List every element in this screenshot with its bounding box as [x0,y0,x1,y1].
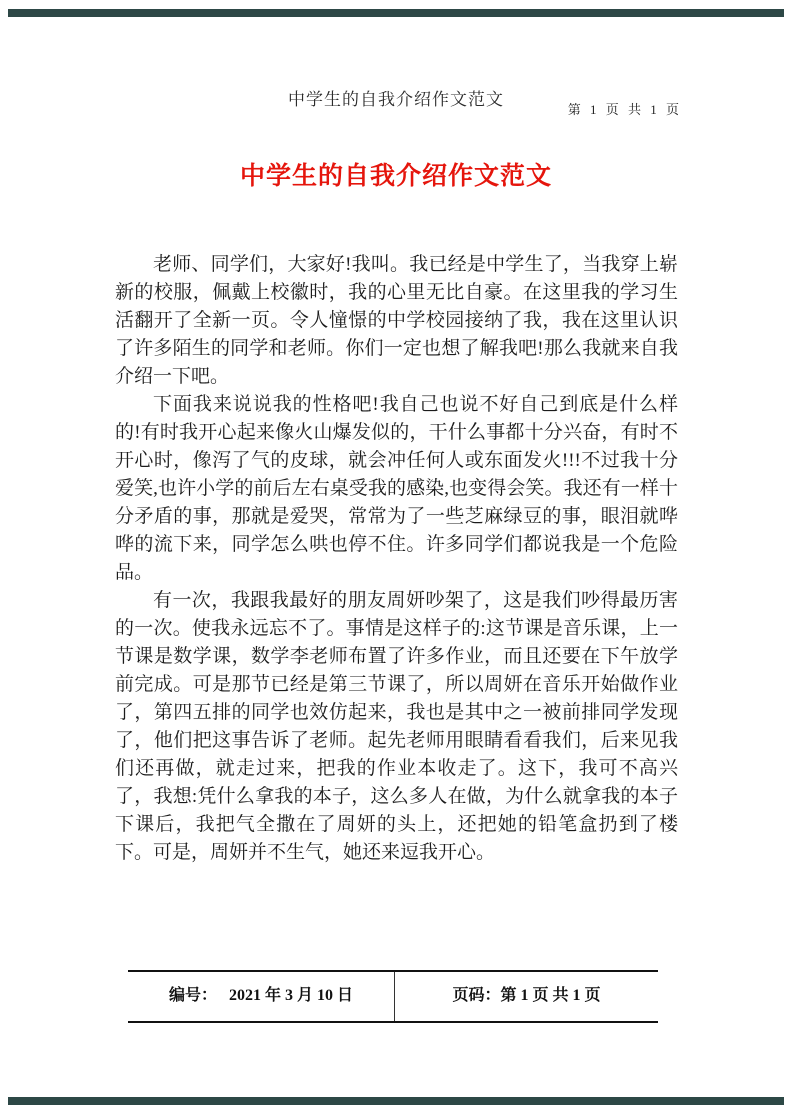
header-doc-title: 中学生的自我介绍作文范文 [288,90,504,109]
footer-number-label: 编号： [168,987,217,1004]
paragraph-1: 老师、同学们，大家好!我叫。我已经是中学生了，当我穿上崭新的校服，佩戴上校徽时，我的心里无比自豪。在这里我的学习生活翻开了全新一页。令人憧憬的中学校园接纳了我，我在这里认识了许多陌生的同学和老师。你们一定也想了解我吧!那么我就来自我介绍一下吧。 [115,254,678,387]
essay-body [115,251,678,867]
paragraph-3: 有一次，我跟我最好的朋友周妍吵架了，这是我们吵得最历害的一次。使我永远忘不了。事情是这样子的:这节课是音乐课，上一节课是数学课，数学李老师布置了许多作业，而且还要在下午放学前完成。可是那节已经是第三节课了，所以周妍在音乐开始做作业了，第四五排的同学也效仿起来，我也是其中之一被前排同学发现了，他们把这事告诉了老师。起先老师用眼睛看看我们，后来见我们还再做，就走过来，把我的作业本收走了。这下，我可不高兴了，我想:凭什么拿我的本子，这么多人在做，为什么就拿我的本子下课后，我把气全撒在了周妍的头上，还把她的铅笔盒扔到了楼下。可是，周妍并不生气，她还来逗我开心。 [115,590,678,863]
paragraph-2: 下面我来说说我的性格吧!我自己也说不好自己到底是什么样的!有时我开心起来像火山爆发似的，干什么事都十分兴奋，有时不开心时，像泻了气的皮球，就会冲任何人或东面发火!!!不过我十分爱笑,也许小学的前后左右桌受我的感染,也变得会笑。我还有一样十分矛盾的事，那就是爱哭，常常为了一些芝麻绿豆的事，眼泪就哗哗的流下来，同学怎么哄也停不住。许多同学们都说我是一个危险品。 [115,394,678,583]
footer-table [128,970,658,1023]
document-title: 中学生的自我介绍作文范文 [239,162,552,190]
footer-page-label: 页码： [452,987,501,1004]
footer-page-value: 第 1 页 共 1 页 [500,987,601,1004]
header-page-indicator: 第 1 页 共 1 页 [567,102,682,117]
top-edge-bar [8,9,784,17]
footer-page-cell [395,972,658,1021]
footer-number-value: 2021 年 3 月 10 日 [229,987,354,1004]
footer-number-cell [128,972,395,1021]
bottom-edge-bar [8,1097,784,1105]
